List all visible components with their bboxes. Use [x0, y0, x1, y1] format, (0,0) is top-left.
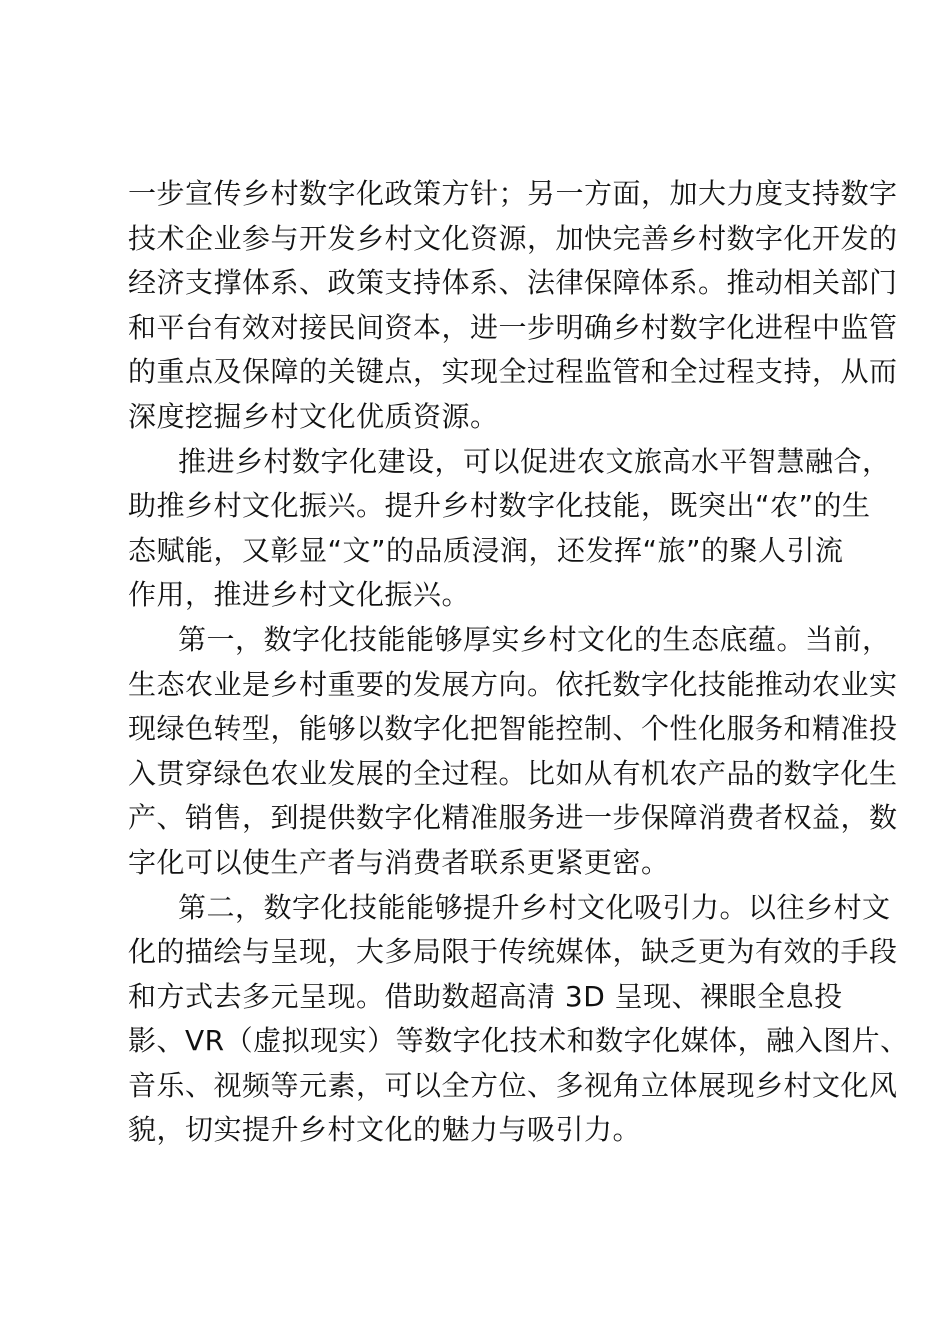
text-line: 和平台有效对接民间资本，进一步明确乡村数字化进程中监管 — [128, 310, 898, 344]
text-line: 音乐、视频等元素，可以全方位、多视角立体展现乡村文化风 — [128, 1068, 898, 1102]
paragraph-4 — [128, 886, 909, 1154]
text-line: 深度挖掘乡村文化优质资源。 — [128, 399, 499, 433]
text-line: 和方式去多元呈现。借助数超高清 3D 呈现、裸眼全息投 — [128, 979, 843, 1013]
text-line: 一步宣传乡村数字化政策方针；另一方面，加大力度支持数字 — [128, 177, 898, 210]
text-line: 貌，切实提升乡村文化的魅力与吸引力。 — [128, 1113, 642, 1147]
text-line: 第一，数字化技能能够厚实乡村文化的生态底蕴。当前， — [178, 622, 891, 656]
text-line: 字化可以使生产者与消费者联系更紧更密。 — [128, 845, 670, 879]
text-line: 助推乡村文化振兴。提升乡村数字化技能，既突出“农”的生 — [128, 489, 871, 523]
text-line: 作用，推进乡村文化振兴。 — [128, 578, 471, 612]
text-line: 影、VR（虚拟现实）等数字化技术和数字化媒体，融入图片、 — [128, 1024, 909, 1058]
document-body — [128, 172, 909, 1153]
text-line: 的重点及保障的关键点，实现全过程监管和全过程支持，从而 — [128, 355, 898, 389]
text-line: 推进乡村数字化建设，可以促进农文旅高水平智慧融合， — [178, 444, 891, 478]
text-line: 态赋能，又彰显“文”的品质浸润，还发挥“旅”的聚人引流 — [128, 533, 844, 567]
text-line: 生态农业是乡村重要的发展方向。依托数字化技能推动农业实 — [128, 667, 898, 701]
text-line: 入贯穿绿色农业发展的全过程。比如从有机农产品的数字化生 — [128, 756, 898, 790]
text-line: 产、销售，到提供数字化精准服务进一步保障消费者权益，数 — [128, 801, 898, 835]
text-line: 技术企业参与开发乡村文化资源，加快完善乡村数字化开发的 — [128, 221, 898, 255]
text-line: 经济支撑体系、政策支持体系、法律保障体系。推动相关部门 — [128, 266, 898, 300]
text-line: 第二，数字化技能能够提升乡村文化吸引力。以往乡村文 — [178, 890, 891, 924]
paragraph-3 — [128, 618, 898, 886]
paragraph-2 — [128, 440, 891, 618]
text-line: 化的描绘与呈现，大多局限于传统媒体，缺乏更为有效的手段 — [128, 935, 898, 969]
text-line: 现绿色转型，能够以数字化把智能控制、个性化服务和精准投 — [128, 712, 898, 746]
paragraph-1 — [128, 172, 898, 440]
